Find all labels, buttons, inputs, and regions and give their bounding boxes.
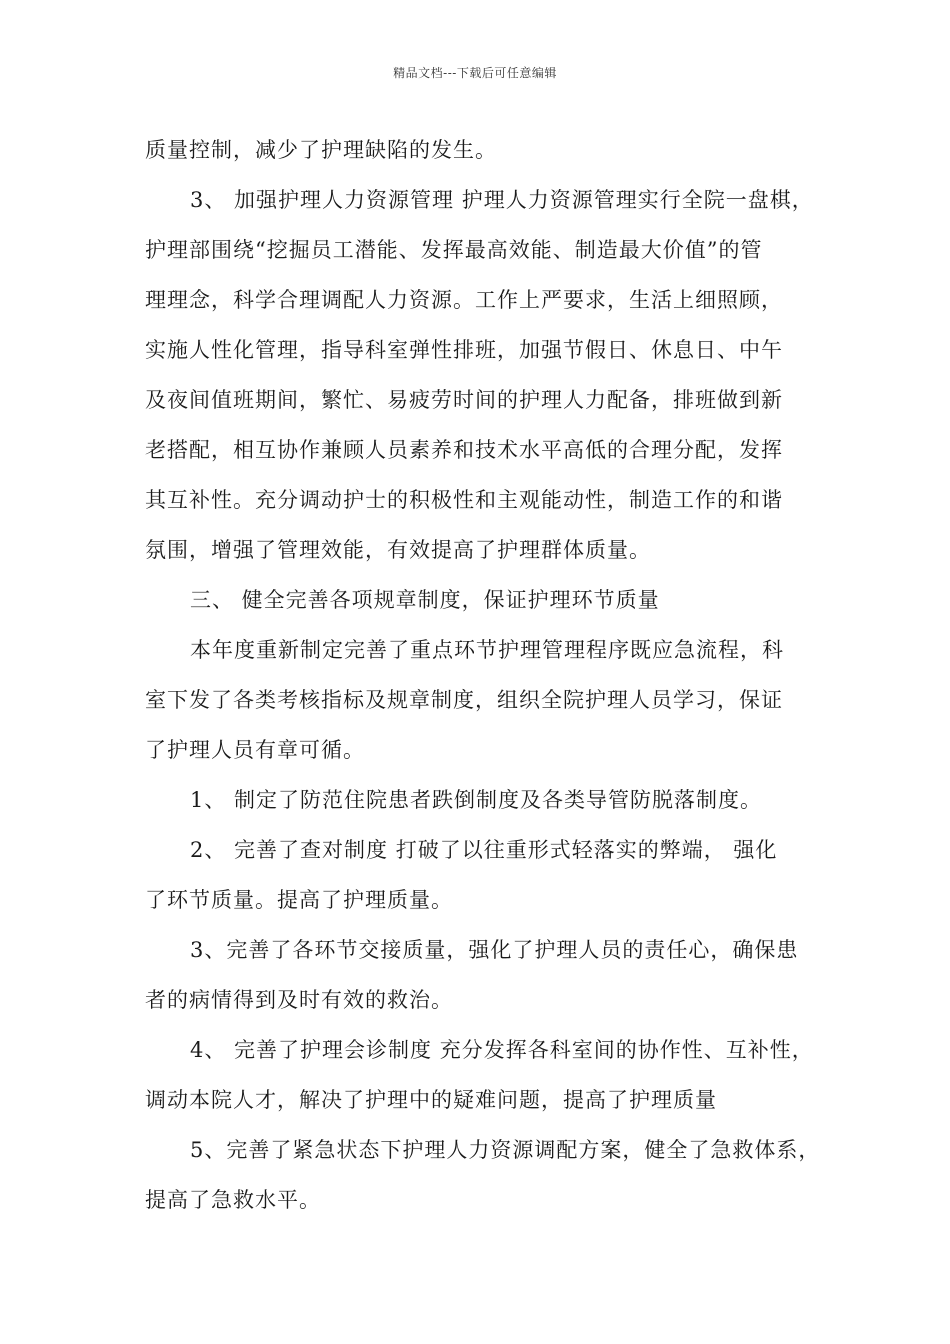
text-line: 理理念，科学合理调配人力资源。工作上严要求，生活上细照顾， xyxy=(145,288,783,312)
text-line: 实施人性化管理，指导科室弹性排班，加强节假日、休息日、中午 xyxy=(145,338,783,362)
text-line: 5、完善了紧急状态下护理人力资源调配方案，健全了急救体系， xyxy=(190,1138,821,1162)
text-line: 1、 制定了防范住院患者跌倒制度及各类导管防脱落制度。 xyxy=(190,788,763,812)
text-line: 了环节质量。提高了护理质量。 xyxy=(145,888,453,912)
text-line: 3、 加强护理人力资源管理 护理人力资源管理实行全院一盘棋， xyxy=(190,188,814,212)
text-line: 护理部围绕“挖掘员工潜能、发挥最高效能、制造最大价值”的管 xyxy=(145,238,763,262)
text-line: 调动本院人才，解决了护理中的疑难问题，提高了护理质量 xyxy=(145,1088,717,1112)
text-line: 本年度重新制定完善了重点环节护理管理程序既应急流程，科 xyxy=(190,638,784,662)
text-line: 及夜间值班期间，繁忙、易疲劳时间的护理人力配备，排班做到新 xyxy=(145,388,783,412)
page-header: 精品文档---下载后可任意编辑 xyxy=(393,66,557,80)
text-line: 质量控制，减少了护理缺陷的发生。 xyxy=(145,138,497,162)
text-line: 4、 完善了护理会诊制度 充分发挥各科室间的协作性、互补性， xyxy=(190,1038,814,1062)
section-heading: 三、 健全完善各项规章制度，保证护理环节质量 xyxy=(190,588,660,612)
text-line: 提高了急救水平。 xyxy=(145,1188,321,1212)
text-line: 者的病情得到及时有效的救治。 xyxy=(145,988,453,1012)
text-line: 氛围，增强了管理效能，有效提高了护理群体质量。 xyxy=(145,538,651,562)
text-line: 2、 完善了查对制度 打破了以往重形式轻落实的弊端， 强化 xyxy=(190,838,778,862)
text-line: 室下发了各类考核指标及规章制度，组织全院护理人员学习，保证 xyxy=(145,688,783,712)
text-line: 老搭配，相互协作兼顾人员素养和技术水平高低的合理分配，发挥 xyxy=(145,438,783,462)
text-line: 其互补性。充分调动护士的积极性和主观能动性，制造工作的和谐 xyxy=(145,488,783,512)
text-line: 3、完善了各环节交接质量，强化了护理人员的责任心，确保患 xyxy=(190,938,799,962)
text-line: 了护理人员有章可循。 xyxy=(145,738,365,762)
